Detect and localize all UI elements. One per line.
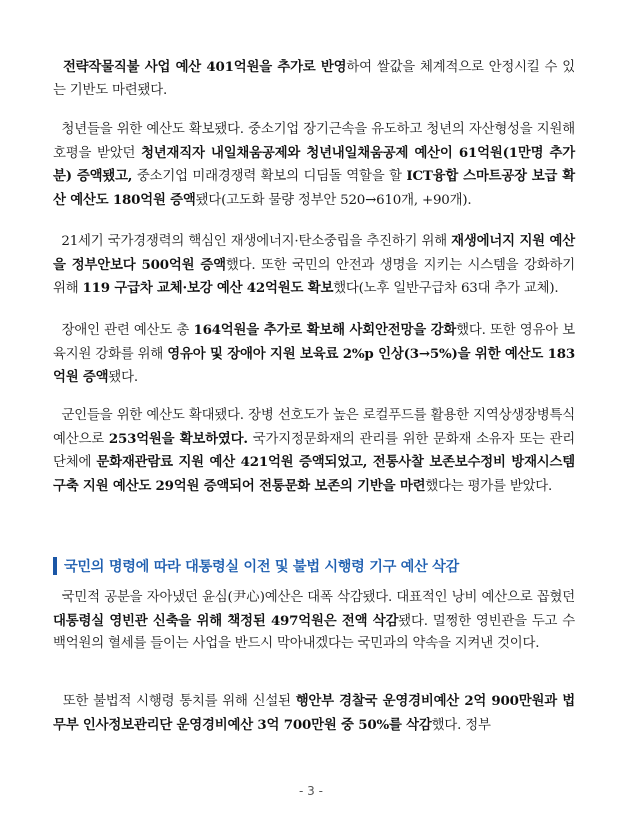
paragraph-youth-budget: [53, 119, 575, 212]
bold-text-segment: 119 구급차 교체·보강 예산 42억원도 확보: [82, 280, 334, 297]
paragraph-indent: [53, 408, 62, 423]
text-segment: 됐다(고도화 물량 정부안 520→610개, +90개).: [195, 192, 472, 208]
text-segment: 했다(노후 일반구급차 63대 추가 교체).: [333, 281, 559, 297]
paragraph-indent: [53, 60, 63, 75]
paragraph-indent: [53, 122, 62, 137]
bold-text-segment: 재생에너지 지원 예산을 정부안보다 500억원 증액: [53, 233, 575, 273]
bold-text-segment: 전략작물직불 사업 예산 401억원을 추가로 반영: [62, 59, 347, 75]
bold-text-segment: 영유아 및 장애아 지원 보육료 2%p 인상(3→5%)을 위한 예산도 183억원 증액: [53, 345, 575, 386]
text-segment: 하여 쌀값을 체계적으로 안정시킬 수 있는 기반도 마련됐다.: [53, 60, 575, 98]
paragraph-renewable-energy: [53, 230, 575, 301]
paragraph-indent: [53, 694, 63, 709]
text-segment: 했다. 정부: [431, 717, 491, 733]
text-segment: 국민적 공분을 자아냈던 윤심(尹心)예산은 대폭 삭감됐다. 대표적인 낭비 예산으로 꼽혔던: [61, 590, 575, 605]
paragraph-presidential-budget-cut: [53, 587, 575, 656]
text-segment: 국가지정문화재의 관리를 위한 문화재 소유자 또는 관리단체에: [53, 431, 575, 471]
text-segment: 했다. 또한 영유아 보육지원 강화를 위해: [53, 323, 576, 362]
paragraph-military-heritage: [53, 405, 575, 498]
bold-text-segment: ICT융합 스마트공장 보급 확산 예산도 180억원 증액: [53, 168, 575, 208]
text-segment: 군인들을 위한 예산도 확대됐다. 장병 선호도가 높은 로컬푸드를 활용한 지역상생장병특식 예산으로: [53, 408, 575, 447]
page-number: - 3 -: [299, 784, 323, 798]
text-segment: 했다. 또한 국민의 안전과 생명을 지키는 시스템을 강화하기 위해: [53, 257, 575, 297]
bold-text-segment: 행안부 경찰국 운영경비예산 2억 900만원과 법무부 인사정보관리단 운영경비예산 3억 700만원 중 50%를 삭감: [53, 693, 575, 733]
text-segment: 됐다.: [108, 370, 138, 386]
paragraph-indent: [53, 323, 62, 338]
bold-text-segment: 문화재관람료 지원 예산 421억원 증액되었고, 전통사찰 보존보수정비 방재시스템 구축 지원 예산도 29억원 증액되어 전통문화 보존의 기반을 마련: [53, 454, 576, 494]
bold-text-segment: 청년재직자 내일채움공제와 청년내일채움공제 예산이 61억원(1만명 추가분) 증액됐고,: [53, 144, 575, 185]
text-segment: 21세기 국가경쟁력의 핵심인 재생에너지·탄소중립을 추진하기 위해: [61, 234, 452, 249]
text-segment: 중소기업 미래경쟁력 확보의 디딤돌 역할을 할: [132, 169, 407, 185]
bold-text-segment: 253억원을 확보하였다.: [108, 430, 248, 447]
bold-text-segment: 164억원을 추가로 확보해 사회안전망을 강화: [193, 322, 457, 338]
paragraph-indent: [53, 590, 62, 605]
text-segment: 했다는 평가를 받았다.: [425, 478, 553, 494]
bold-text-segment: 대통령실 영빈관 신축을 위해 책정된 497억원은 전액 삭감: [53, 612, 399, 629]
heading-text: 국민의 명령에 따라 대통령실 이전 및 불법 시행령 기구 예산 삭감: [64, 559, 459, 575]
text-segment: 또한 불법적 시행령 통치를 위해 신설된: [62, 694, 296, 709]
paragraph-decree-agency-cut: [53, 690, 575, 737]
text-segment: 장애인 관련 예산도 총: [61, 323, 194, 338]
paragraph-disability-childcare: [53, 319, 575, 390]
paragraph-strategic-crops: [53, 56, 575, 102]
heading-marker: [53, 557, 57, 575]
text-segment: 됐다. 멀쩡한 영빈관을 두고 수백억원의 혈세를 들이는 사업을 반드시 막아내겠다는 국민과의 약속을 지켜낸 것이다.: [53, 613, 576, 652]
section-heading: [53, 552, 459, 580]
text-segment: 청년들을 위한 예산도 확보됐다. 중소기업 장기근속을 유도하고 청년의 자산형성을 지원해 호평을 받았던: [53, 122, 575, 161]
